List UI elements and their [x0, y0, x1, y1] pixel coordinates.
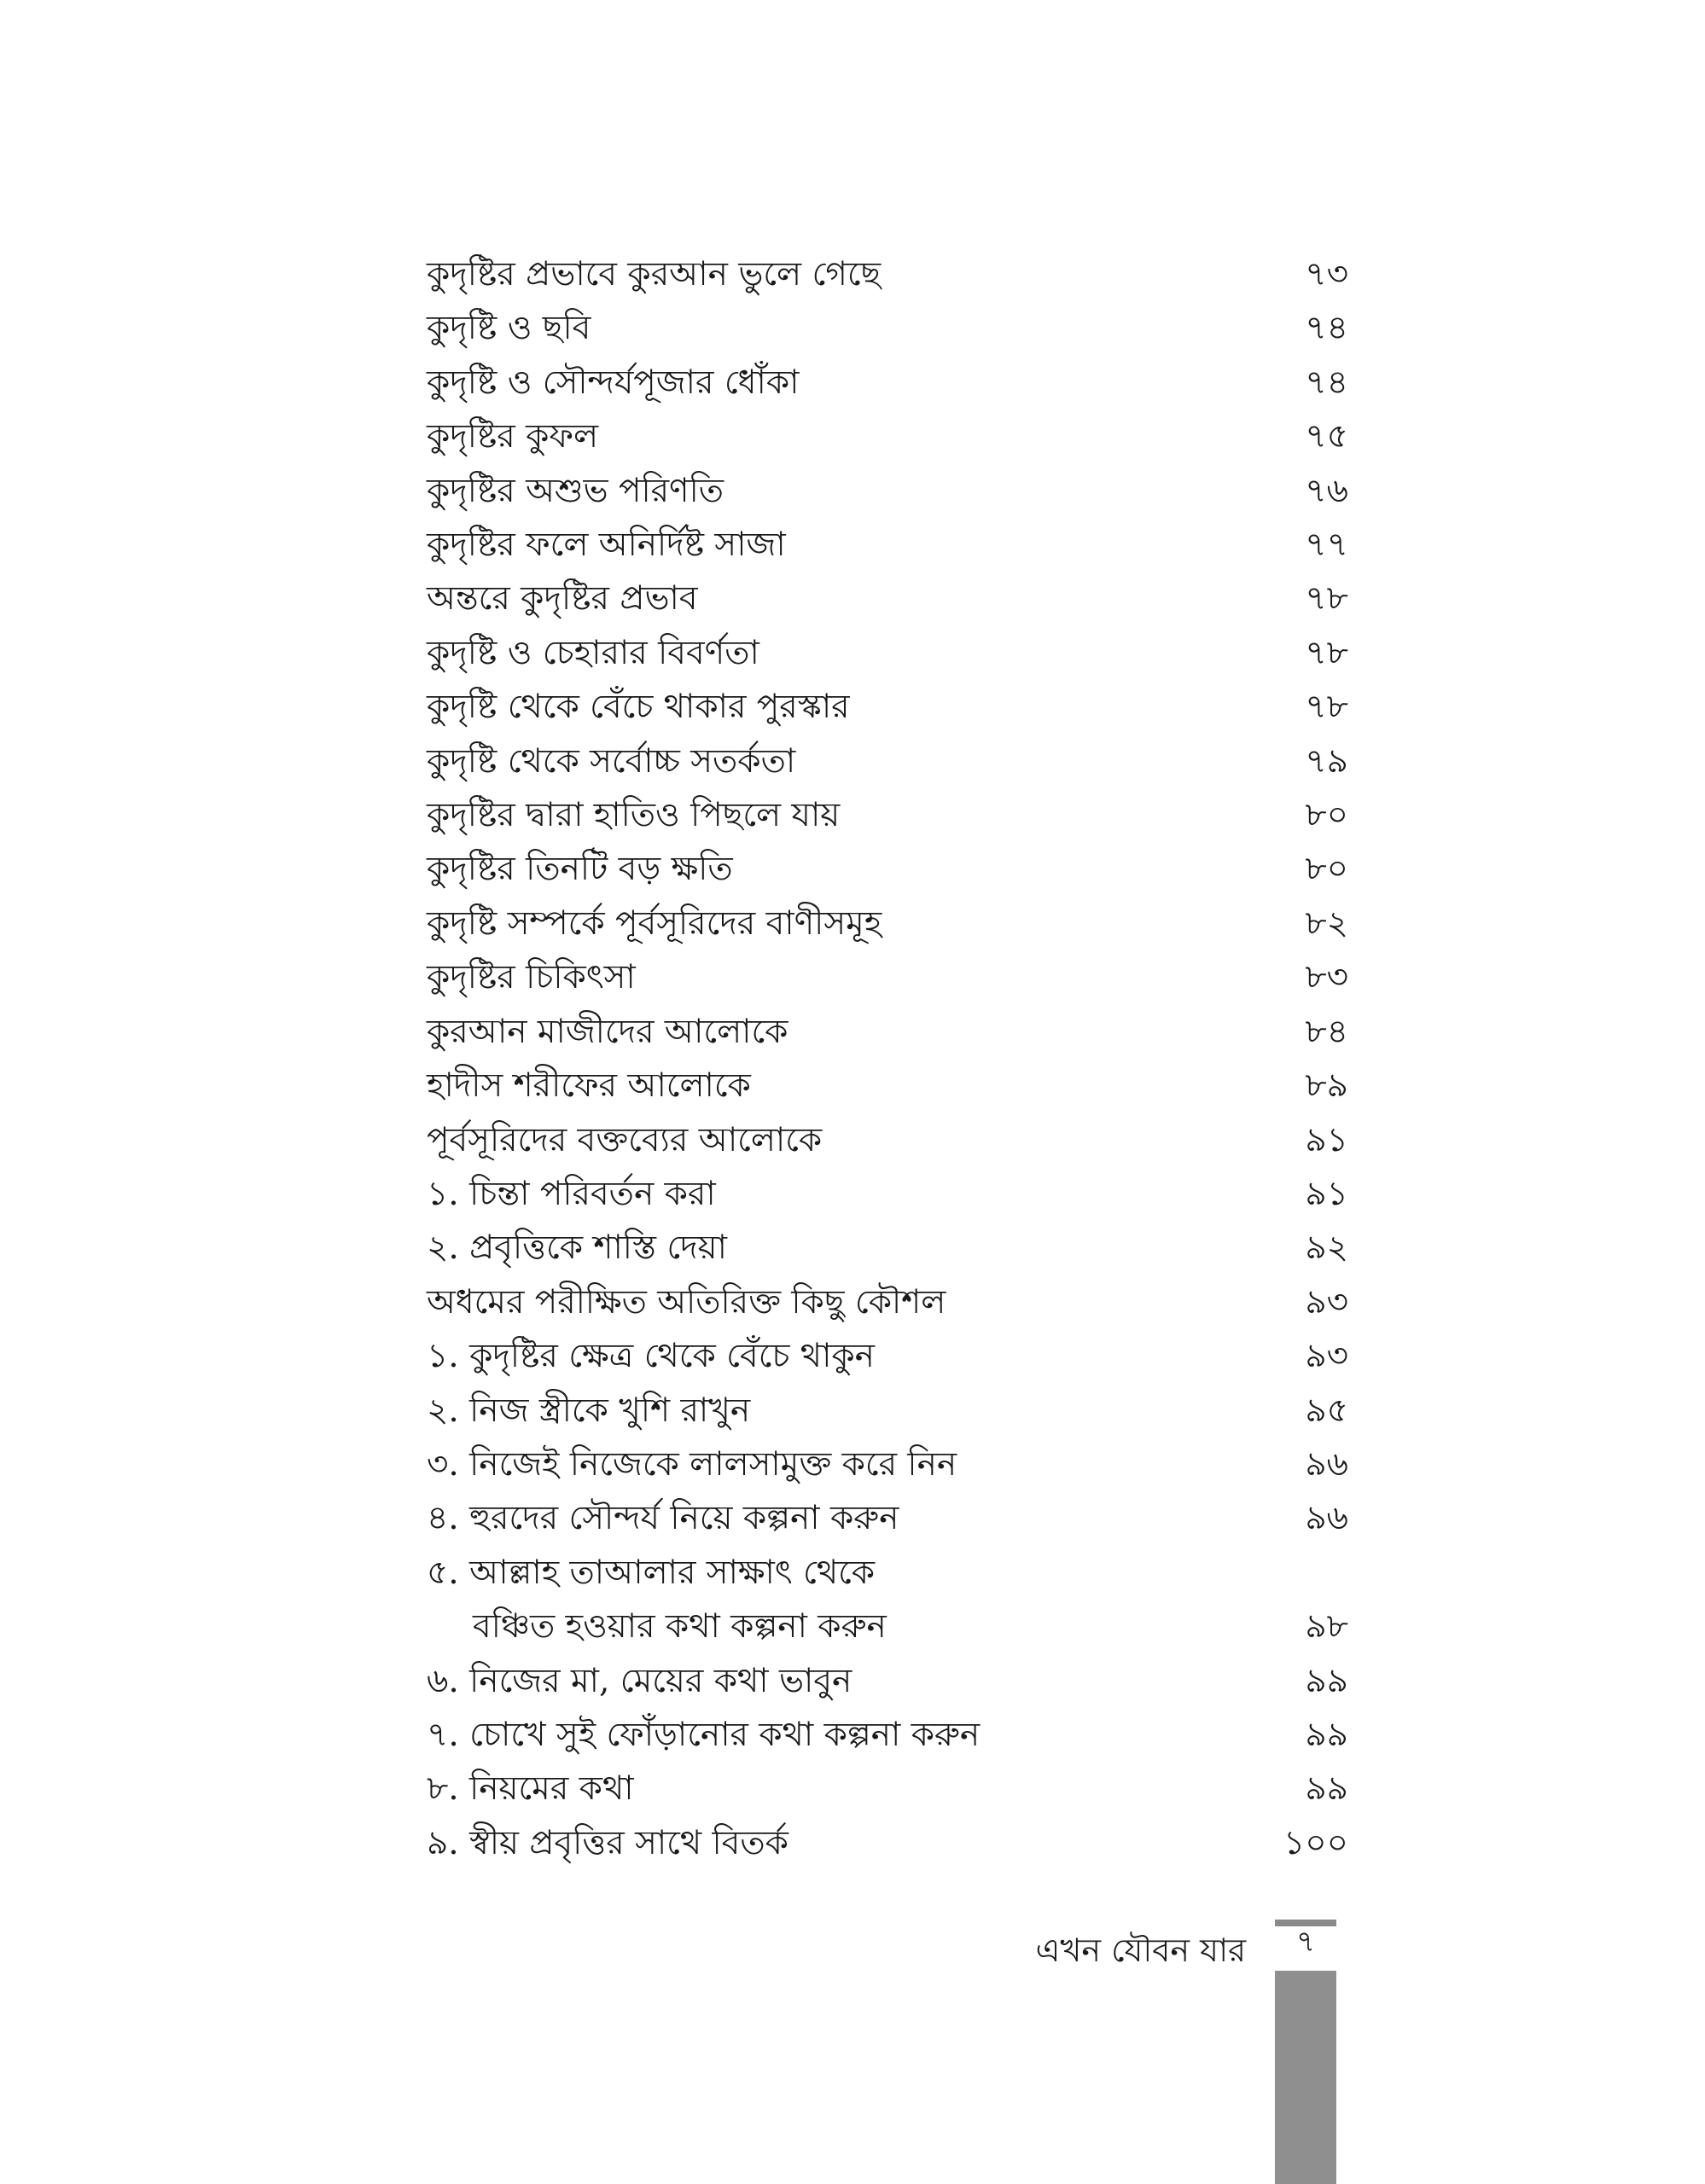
toc-entry-title	[427, 1546, 887, 1654]
toc-entry-page: ৭৪	[1305, 363, 1348, 402]
toc-entry	[427, 950, 1348, 1004]
toc-entry	[427, 356, 1348, 410]
toc-entry-title: কুদৃষ্টির কুফল	[427, 417, 599, 456]
toc-entry-page: ৯৩	[1305, 1282, 1348, 1321]
toc-entry-page: ৭৭	[1305, 526, 1348, 565]
toc-entry	[427, 735, 1348, 788]
toc-entry-page: ৭৮	[1305, 633, 1348, 672]
toc-entry-page: ৮৩	[1305, 958, 1348, 997]
toc-entry	[427, 626, 1348, 680]
toc-entry-page: ৭৫	[1305, 417, 1348, 456]
toc-entry-page: ৯৯	[1305, 1769, 1348, 1809]
toc-entry-page: ৯৮	[1305, 1607, 1348, 1647]
toc-entry-title: কুদৃষ্টির অশুভ পরিণতি	[427, 471, 724, 510]
toc-entry	[427, 410, 1348, 463]
toc-entry	[427, 572, 1348, 625]
toc-entry	[427, 788, 1348, 842]
toc-entry-page: ৯২	[1305, 1228, 1348, 1268]
toc-entry-title: কুদৃষ্টি ও ছবি	[427, 309, 591, 348]
toc-entry-title-line-1: ৫. আল্লাহ তাআলার সাক্ষাৎ থেকে	[427, 1553, 876, 1592]
toc-entry-page: ৭৮	[1305, 579, 1348, 619]
toc-entry-title: কুদৃষ্টি ও চেহারার বিবর্ণতা	[427, 633, 759, 672]
toc-entry-title: পূর্বসূরিদের বক্তব্যের আলোকে	[427, 1120, 823, 1159]
toc-entry-title: ১. কুদৃষ্টির ক্ষেত্র থেকে বেঁচে থাকুন	[427, 1337, 875, 1376]
toc-entry	[427, 1221, 1348, 1275]
toc-entry-title: অন্তরে কুদৃষ্টির প্রভাব	[427, 579, 698, 619]
toc-entry	[427, 1005, 1348, 1059]
toc-entry	[427, 1438, 1348, 1491]
toc-entry-page: ৯৫	[1305, 1391, 1348, 1430]
toc-entry	[427, 897, 1348, 950]
toc-entry-page: ৯৯	[1305, 1715, 1348, 1754]
toc-entry-title: ৯. স্বীয় প্রবৃত্তির সাথে বিতর্ক	[427, 1823, 788, 1862]
toc-entry	[427, 1059, 1348, 1112]
toc-entry	[427, 1654, 1348, 1708]
page-number: ৭	[1295, 1925, 1316, 1959]
toc-entry-title: কুদৃষ্টি সম্পর্কে পূর্বসূরিদের বাণীসমূহ	[427, 903, 882, 943]
toc-entry-page: ৯৬	[1305, 1444, 1348, 1484]
toc-entry-title: কুদৃষ্টির ফলে অনির্দিষ্ট সাজা	[427, 526, 786, 565]
toc-entry-title: ২. নিজ স্ত্রীকে খুশি রাখুন	[427, 1391, 751, 1430]
toc-entry-page: ৮২	[1305, 903, 1348, 943]
toc-entry	[427, 1167, 1348, 1221]
toc-entry	[427, 1546, 1348, 1654]
toc-entry	[427, 1708, 1348, 1762]
toc-entry	[427, 464, 1348, 518]
toc-entry	[427, 842, 1348, 896]
toc-entry-page: ৯৩	[1305, 1337, 1348, 1376]
toc-entry-title: হাদীস শরীফের আলোকে	[427, 1066, 751, 1106]
toc-entry-page: ১০০	[1283, 1823, 1348, 1862]
toc-entry	[427, 1816, 1348, 1870]
toc-entry-title: ৭. চোখে সুই ফোঁড়ানোর কথা কল্পনা করুন	[427, 1715, 981, 1754]
toc-entry-title: কুদৃষ্টি ও সৌন্দর্যপূজার ধোঁকা	[427, 363, 800, 402]
toc-entry-title: কুদৃষ্টির চিকিৎসা	[427, 958, 636, 997]
toc-entry	[427, 1275, 1348, 1329]
toc-entry	[427, 301, 1348, 355]
toc-entry-page: ৮৯	[1305, 1066, 1348, 1106]
toc-entry-page: ৮৪	[1305, 1012, 1348, 1051]
toc-entry-page: ৯৬	[1305, 1499, 1348, 1538]
toc-entry	[427, 1491, 1348, 1545]
toc-entry-page: ৮০	[1305, 850, 1348, 889]
toc-entry-page: ৭৯	[1305, 741, 1348, 781]
toc-entry-title: কুদৃষ্টি থেকে বেঁচে থাকার পুরস্কার	[427, 688, 850, 727]
toc-entry	[427, 1384, 1348, 1438]
toc-entry-title: ৩. নিজেই নিজেকে লালসামুক্ত করে নিন	[427, 1444, 957, 1484]
toc-entry-title: ১. চিন্তা পরিবর্তন করা	[427, 1174, 716, 1213]
toc-entry-title: ২. প্রবৃত্তিকে শাস্তি দেয়া	[427, 1228, 727, 1268]
toc-entry-title: ৪. হুরদের সৌন্দর্য নিয়ে কল্পনা করুন	[427, 1499, 899, 1538]
toc-entry-title: কুদৃষ্টির তিনটি বড় ক্ষতি	[427, 850, 733, 889]
toc-entry-title: অধমের পরীক্ষিত অতিরিক্ত কিছু কৌশল	[427, 1282, 946, 1321]
table-of-contents	[427, 247, 1348, 1870]
toc-entry-page: ৭৪	[1305, 309, 1348, 348]
toc-entry-page: ৭৬	[1305, 471, 1348, 510]
toc-entry	[427, 247, 1348, 301]
toc-entry	[427, 1762, 1348, 1815]
toc-entry	[427, 1329, 1348, 1383]
toc-entry-title: কুদৃষ্টির দ্বারা হাতিও পিছলে যায়	[427, 796, 841, 835]
toc-entry	[427, 518, 1348, 572]
toc-entry-title: কুরআন মাজীদের আলোকে	[427, 1012, 788, 1051]
toc-entry-title-line-2: বঞ্চিত হওয়ার কথা কল্পনা করুন	[473, 1607, 887, 1647]
toc-entry-page: ৯১	[1305, 1174, 1348, 1213]
toc-entry	[427, 680, 1348, 734]
toc-entry	[427, 1113, 1348, 1167]
toc-entry-title: ৮. নিয়মের কথা	[427, 1769, 634, 1809]
running-footer-title: এখন যৌবন যার	[1035, 1931, 1246, 1969]
page-edge-bar	[1275, 1971, 1336, 2184]
toc-entry-title: ৬. নিজের মা, মেয়ের কথা ভাবুন	[427, 1661, 852, 1700]
toc-entry-page: ৭৩	[1305, 255, 1348, 293]
toc-entry-page: ৭৮	[1305, 688, 1348, 727]
toc-entry-page: ৯১	[1305, 1120, 1348, 1159]
toc-entry-title: কুদৃষ্টির প্রভাবে কুরআন ভুলে গেছে	[427, 255, 882, 293]
page-number-tab	[1275, 1920, 1336, 1959]
toc-entry-page: ৯৯	[1305, 1661, 1348, 1700]
toc-entry-page: ৮০	[1305, 796, 1348, 835]
toc-entry-title: কুদৃষ্টি থেকে সর্বোচ্চ সতর্কতা	[427, 741, 796, 781]
